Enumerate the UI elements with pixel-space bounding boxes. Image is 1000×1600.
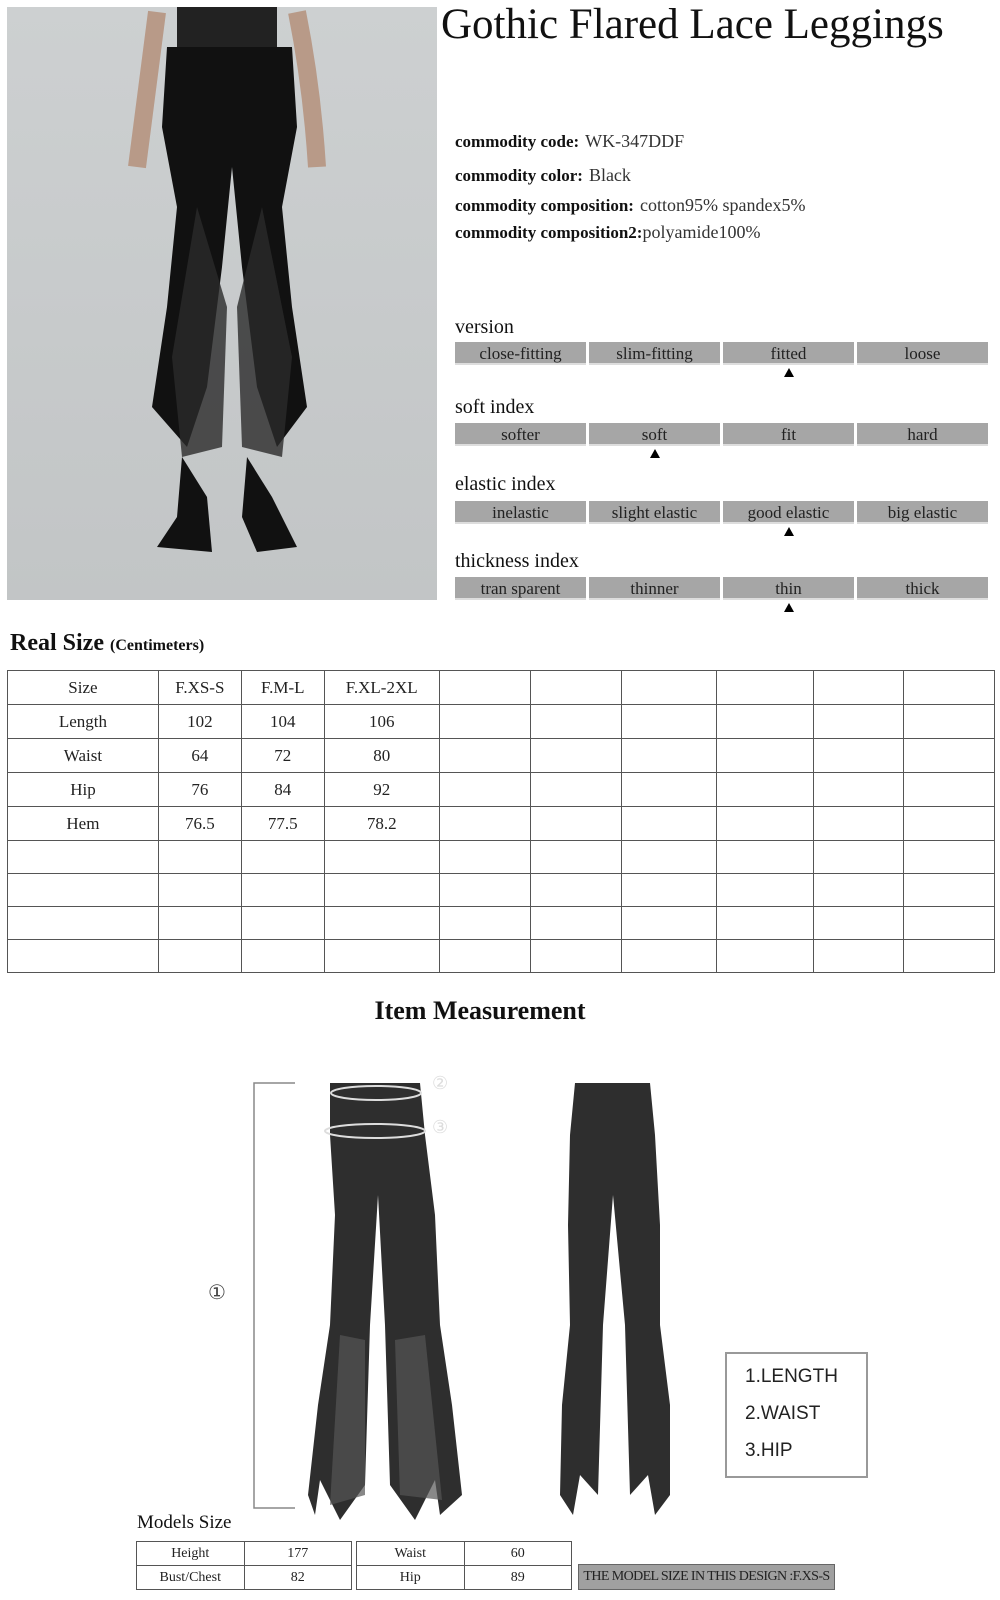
table-cell [439, 671, 530, 705]
table-cell [622, 739, 717, 773]
table-cell: Hip [8, 773, 159, 807]
model-value: 177 [244, 1542, 352, 1566]
table-cell [622, 940, 717, 973]
real-size-heading: Real Size [10, 630, 104, 656]
table-cell: 77.5 [241, 807, 324, 841]
table-row [8, 705, 995, 739]
models-table-right [356, 1541, 572, 1590]
index-option [857, 342, 988, 365]
table-cell: F.XS-S [158, 671, 241, 705]
index-option-label: tran sparent [480, 579, 561, 598]
index-option-label: slim-fitting [616, 344, 693, 363]
table-cell: 102 [158, 705, 241, 739]
table-cell [8, 874, 159, 907]
table-cell [814, 739, 904, 773]
marker-hip: ③ [432, 1117, 449, 1137]
table-cell [904, 841, 995, 874]
index-label: thickness index [455, 550, 579, 572]
table-cell [324, 907, 439, 940]
models-size-title: Models Size [137, 1512, 232, 1533]
selected-marker-icon [784, 603, 794, 612]
front-pants-drawing [308, 1075, 462, 1520]
table-cell [622, 807, 717, 841]
index-option-label: hard [907, 425, 938, 444]
table-cell [904, 907, 995, 940]
index-option-label: thick [905, 579, 940, 598]
index-option-label: thinner [630, 579, 679, 598]
table-cell [717, 705, 814, 739]
index-option-label: loose [904, 344, 941, 363]
table-cell [439, 739, 530, 773]
index-option [589, 342, 720, 365]
model-label: Hip [357, 1566, 465, 1590]
table-cell [530, 907, 622, 940]
table-cell [814, 807, 904, 841]
table-cell [530, 841, 622, 874]
legend-length: 1.LENGTH [745, 1366, 838, 1387]
index-label: soft index [455, 396, 535, 418]
index-option [723, 501, 854, 524]
product-title: Gothic Flared Lace Leggings [441, 1, 944, 48]
info-label: commodity color: [455, 166, 583, 185]
table-row [8, 739, 995, 773]
selected-marker-icon [784, 527, 794, 536]
table-cell [439, 705, 530, 739]
table-cell [717, 940, 814, 973]
index-bar [455, 423, 988, 446]
table-cell: 76.5 [158, 807, 241, 841]
table-cell [814, 874, 904, 907]
selected-marker-icon [784, 368, 794, 377]
index-option-label: softer [501, 425, 540, 444]
table-cell: 80 [324, 739, 439, 773]
table-cell: 64 [158, 739, 241, 773]
table-header-row [8, 671, 995, 705]
table-cell [324, 874, 439, 907]
table-cell [904, 874, 995, 907]
table-cell [530, 705, 622, 739]
table-cell [814, 940, 904, 973]
table-cell: Size [8, 671, 159, 705]
index-option [589, 577, 720, 600]
index-option [455, 342, 586, 365]
table-cell [814, 773, 904, 807]
index-option [723, 342, 854, 365]
index-option [455, 577, 586, 600]
index-option [857, 501, 988, 524]
item-measurement-title: Item Measurement [374, 996, 586, 1025]
legend-waist: 2.WAIST [745, 1403, 821, 1424]
table-cell [717, 841, 814, 874]
index-option-label: soft [641, 425, 668, 444]
index-option [723, 423, 854, 446]
table-cell [717, 807, 814, 841]
index-option [589, 501, 720, 524]
table-cell [622, 705, 717, 739]
info-value: polyamide100% [642, 222, 761, 242]
table-cell [814, 907, 904, 940]
table-cell [530, 773, 622, 807]
table-cell [241, 940, 324, 973]
table-row [8, 807, 995, 841]
model-label: Waist [357, 1542, 465, 1566]
model-value: 60 [464, 1542, 572, 1566]
info-composition2 [455, 222, 760, 243]
table-cell [814, 705, 904, 739]
table-cell [439, 940, 530, 973]
table-cell [622, 671, 717, 705]
table-cell: 78.2 [324, 807, 439, 841]
table-cell [439, 773, 530, 807]
size-table [7, 670, 995, 973]
table-cell [530, 671, 622, 705]
info-label: commodity code: [455, 132, 580, 151]
model-label: Bust/Chest [137, 1566, 245, 1590]
index-option [455, 423, 586, 446]
table-cell [717, 739, 814, 773]
table-cell [439, 807, 530, 841]
table-cell [241, 874, 324, 907]
table-cell [717, 671, 814, 705]
table-cell [814, 841, 904, 874]
index-option-label: fitted [770, 344, 807, 363]
table-row [8, 773, 995, 807]
info-color [455, 165, 631, 186]
table-cell [241, 841, 324, 874]
model-label: Height [137, 1542, 245, 1566]
table-cell [904, 739, 995, 773]
index-option [857, 423, 988, 446]
index-bar [455, 577, 988, 600]
index-option [455, 501, 586, 524]
table-cell [622, 773, 717, 807]
selected-marker-icon [650, 449, 660, 458]
index-option [857, 577, 988, 600]
real-size-title [10, 630, 204, 657]
table-cell [241, 907, 324, 940]
table-cell [622, 841, 717, 874]
info-label: commodity composition: [455, 196, 634, 215]
index-label: elastic index [455, 473, 556, 495]
index-label: version [455, 316, 514, 338]
table-row-empty [8, 841, 995, 874]
table-cell: Length [8, 705, 159, 739]
table-cell: Hem [8, 807, 159, 841]
table-cell [904, 773, 995, 807]
index-option-label: thin [775, 579, 802, 598]
table-cell [622, 874, 717, 907]
index-option-label: fit [780, 425, 797, 444]
info-value: cotton95% spandex5% [639, 195, 806, 215]
table-cell [439, 841, 530, 874]
table-cell: 72 [241, 739, 324, 773]
index-bar [455, 342, 988, 365]
model-size-note: THE MODEL SIZE IN THIS DESIGN :F.XS-S [578, 1564, 835, 1590]
index-option-label: big elastic [887, 503, 958, 522]
table-cell [530, 739, 622, 773]
length-bracket [254, 1083, 295, 1508]
info-value: WK-347DDF [585, 131, 685, 151]
table-cell: 84 [241, 773, 324, 807]
table-cell [904, 807, 995, 841]
index-option [589, 423, 720, 446]
table-cell [904, 705, 995, 739]
marker-waist: ② [432, 1075, 449, 1093]
table-cell [324, 841, 439, 874]
table-cell [158, 940, 241, 973]
table-cell [8, 940, 159, 973]
table-cell [904, 671, 995, 705]
table-cell [324, 940, 439, 973]
index-option-label: inelastic [492, 503, 549, 522]
table-cell [8, 841, 159, 874]
table-cell [158, 907, 241, 940]
table-cell: 92 [324, 773, 439, 807]
info-code [455, 131, 684, 152]
model-value: 82 [244, 1566, 352, 1590]
table-cell [439, 874, 530, 907]
index-option-label: close-fitting [479, 344, 562, 363]
table-row-empty [8, 940, 995, 973]
table-row-empty [8, 907, 995, 940]
table-cell [439, 907, 530, 940]
table-cell: 104 [241, 705, 324, 739]
info-composition [455, 195, 805, 216]
model-legs-image [7, 7, 437, 600]
table-cell [530, 940, 622, 973]
product-photo [7, 7, 437, 600]
table-cell: Waist [8, 739, 159, 773]
table-cell [717, 773, 814, 807]
table-cell [158, 874, 241, 907]
table-cell [8, 907, 159, 940]
table-cell [717, 874, 814, 907]
info-label: commodity composition2: [455, 223, 643, 242]
table-cell [904, 940, 995, 973]
table-cell: F.M-L [241, 671, 324, 705]
index-bar [455, 501, 988, 524]
table-cell: F.XL-2XL [324, 671, 439, 705]
measurement-diagram [190, 1075, 720, 1525]
table-cell: 106 [324, 705, 439, 739]
back-pants-drawing [560, 1083, 670, 1515]
measurement-legend [725, 1352, 868, 1478]
real-size-unit: (Centimeters) [109, 637, 205, 654]
table-cell [622, 907, 717, 940]
table-row-empty [8, 874, 995, 907]
index-option-label: slight elastic [611, 503, 698, 522]
table-cell [530, 807, 622, 841]
index-option-label: good elastic [747, 503, 830, 522]
marker-length: ① [208, 1282, 226, 1304]
model-value: 89 [464, 1566, 572, 1590]
index-option [723, 577, 854, 600]
models-table-left [136, 1541, 352, 1590]
table-cell [717, 907, 814, 940]
table-cell [158, 841, 241, 874]
table-cell [530, 874, 622, 907]
legend-hip: 3.HIP [745, 1440, 793, 1461]
table-cell [814, 671, 904, 705]
info-value: Black [588, 165, 631, 185]
table-cell: 76 [158, 773, 241, 807]
